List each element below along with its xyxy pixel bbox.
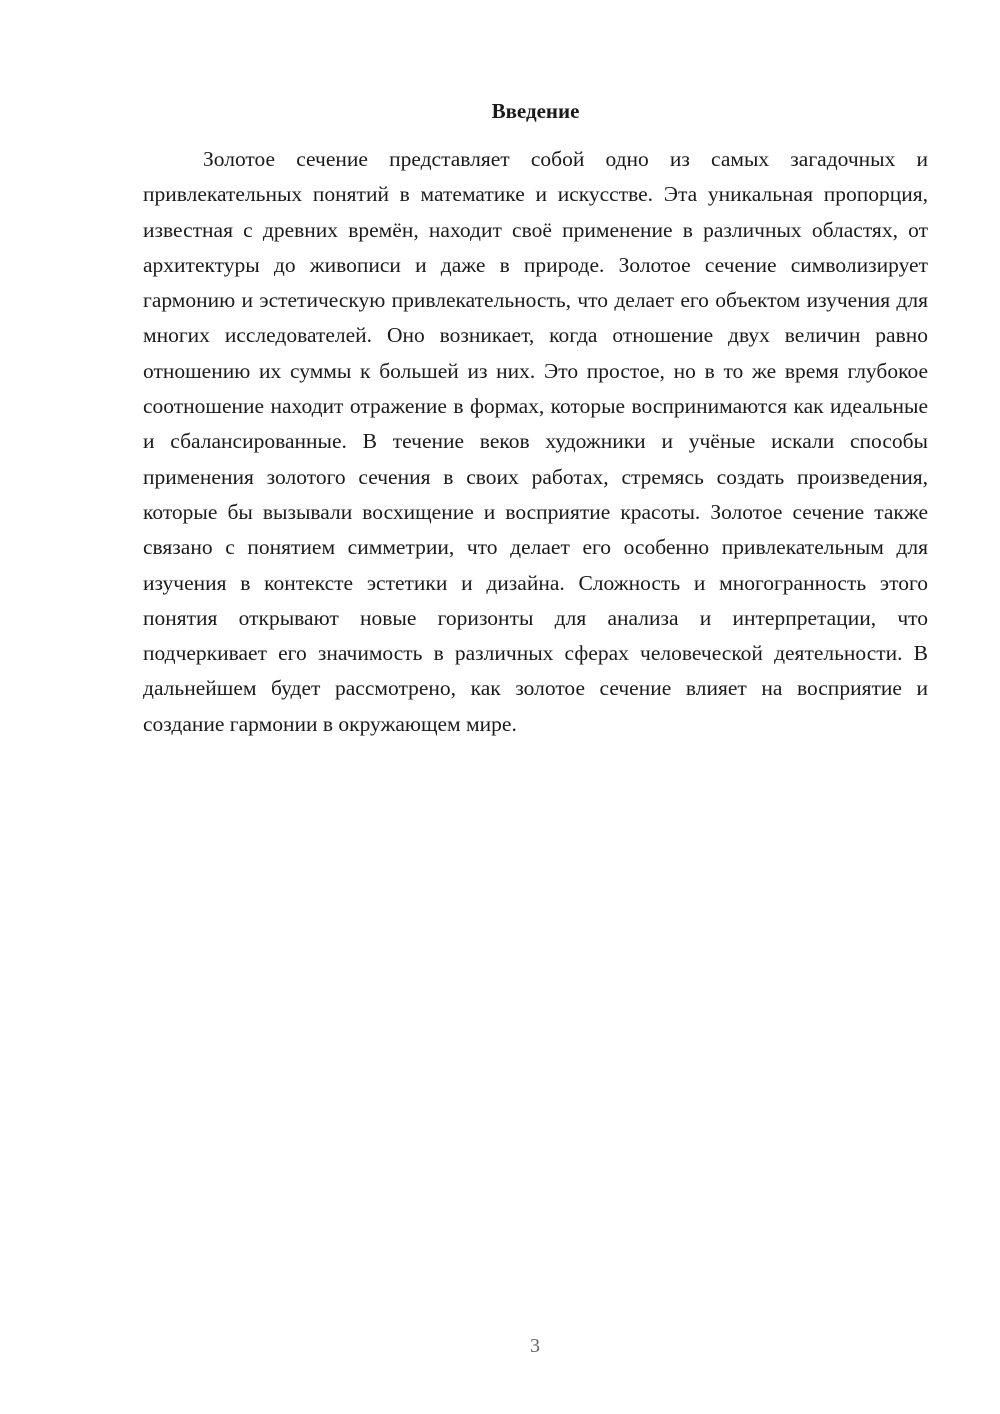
- section-heading: Введение: [491, 99, 580, 123]
- body-paragraph: Золотое сечение представляет собой одно из самых загадочных и привлекательных понятий в математике и искусстве. Эта уникальная пропорция, известная с древних времён, находит своё применение в различных областях, от архитектуры до живописи и даже в природе. Золотое сечение символизирует гармонию и эстетическую привлекательность, что делает его объектом изучения для многих исследователей. Оно возникает, когда отношение двух величин равно отношению их суммы к большей из них. Это простое, но в то же время глубокое соотношение находит отражение в формах, которые воспринимаются как идеальные и сбалансированные. В течение веков художники и учёные искали способы применения золотого сечения в своих работах, стремясь создать произведения, которые бы вызывали восхищение и восприятие красоты. Золотое сечение также связано с понятием симметрии, что делает его особенно привлекательным для изучения в контексте эстетики и дизайна. Сложность и многогранность этого понятия открывают новые горизонты для анализа и интерпретации, что подчеркивает его значимость в различных сферах человеческой деятельности. В дальнейшем будет рассмотрено, как золотое сечение влияет на восприятие и создание гармонии в окружающем мире.: [143, 147, 928, 736]
- page-number: 3: [530, 1335, 540, 1357]
